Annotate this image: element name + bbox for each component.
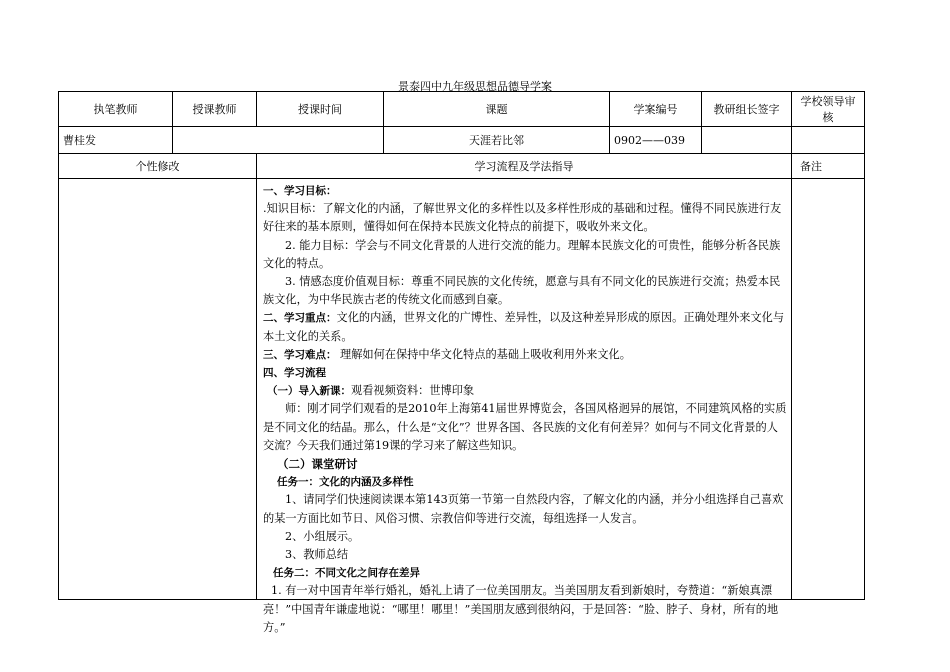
teacher-text: 师：刚才同学们观看的是2010年上海第41届世界博览会，各国风格迥异的展馆，不同建筑风格的实质是不同文化的结晶。那么，什么是“文化”？世界各国、各民族的文化有何差异？如何与不同文化背景的人交流？今天我们通过第19课的学习来了解这些知识。	[263, 402, 787, 452]
difficult-heading: 三、学习难点：	[263, 348, 337, 361]
document-title: 景泰四中九年级思想品德导学案	[398, 80, 552, 93]
header-author-teacher: 执笔教师	[59, 92, 173, 127]
research-head-value	[702, 127, 792, 154]
process-cell	[257, 179, 792, 634]
task1-heading: 任务一：文化的内涵及多样性	[277, 476, 414, 489]
lesson-plan-table	[58, 91, 865, 634]
info-row	[59, 127, 865, 154]
note-cell	[792, 179, 865, 600]
goals-heading: 一、学习目标：	[263, 185, 337, 197]
task2-heading: 任务二：不同文化之间存在差异	[273, 567, 420, 580]
intro-text: 观看视频资料：世博印象	[351, 384, 475, 398]
task2-item1: 1. 有一对中国青年举行婚礼，婚礼上请了一位美国朋友。当美国朋友看到新娘时，夸赞道：“新娘真漂亮！”中国青年谦虚地说：“哪里！哪里！”美国朋友感到很纳闷，于是回答：“脸、脖子、身材，所有的地方。”	[263, 584, 779, 634]
author-name: 曹桂发	[59, 127, 173, 154]
header-school-leader-review: 学校领导审核	[792, 92, 865, 127]
header-plan-no: 学案编号	[610, 92, 702, 127]
task1-item1: 1、请同学们快速阅读课本第143页第一节第一自然段内容，了解文化的内涵，并分小组选择自己喜欢的某一方面比如节日、风俗习惯、宗教信仰等进行交流，每组选择一人发言。	[263, 493, 784, 525]
goal-attitude: 3. 情感态度价值观目标：尊重不同民族的文化传统，愿意与具有不同文化的民族进行交流；热爱本民族文化，为中华民族古老的传统文化而感到自豪。	[263, 275, 781, 307]
key-text: 文化的内涵，世界文化的广博性、差异性，以及这种差异形成的原因。正确处理外来文化与本土文化的关系。	[263, 311, 785, 343]
personal-edit-header: 个性修改	[59, 154, 257, 179]
personal-edit-cell	[59, 179, 257, 600]
header-lecture-time: 授课时间	[257, 92, 384, 127]
process-heading: 四、学习流程	[263, 367, 326, 380]
header-lecture-teacher: 授课教师	[173, 92, 257, 127]
intro	[263, 382, 787, 400]
section-header-row	[59, 154, 865, 179]
header-topic: 课题	[384, 92, 610, 127]
content-row	[59, 179, 865, 600]
header-research-head-sign: 教研组长签字	[702, 92, 792, 127]
difficult-text: 理解如何在保持中华文化特点的基础上吸收利用外来文化。	[336, 347, 631, 361]
task1-item2: 2、小组展示。	[285, 529, 360, 543]
key-points	[263, 309, 787, 345]
intro-heading: （一）导入新课：	[267, 385, 351, 398]
goal-ability: 2. 能力目标：学会与不同文化背景的人进行交流的能力。理解本民族文化的可贵性，能够分析各民族文化的特点。	[263, 238, 781, 270]
key-heading: 二、学习重点：	[263, 312, 337, 325]
process-content	[261, 180, 787, 634]
process-header: 学习流程及学法指导	[257, 154, 792, 179]
school-leader-value	[792, 127, 865, 154]
difficult-points	[263, 346, 787, 364]
plan-no-value: 0902——039	[610, 127, 702, 154]
task1-item3: 3、教师总结	[285, 548, 349, 562]
lecture-teacher-time-value	[173, 127, 384, 154]
goal-knowledge: .知识目标：了解文化的内涵，了解世界文化的多样性以及多样性形成的基础和过程。懂得不同民族进行友好往来的基本原则，懂得如何在保持本民族文化特点的前提下，吸收外来文化。	[263, 202, 782, 234]
class-heading: （二）课堂研讨	[277, 457, 358, 472]
header-row	[59, 92, 865, 127]
note-header: 备注	[792, 154, 865, 179]
topic-value: 天涯若比邻	[384, 127, 610, 154]
